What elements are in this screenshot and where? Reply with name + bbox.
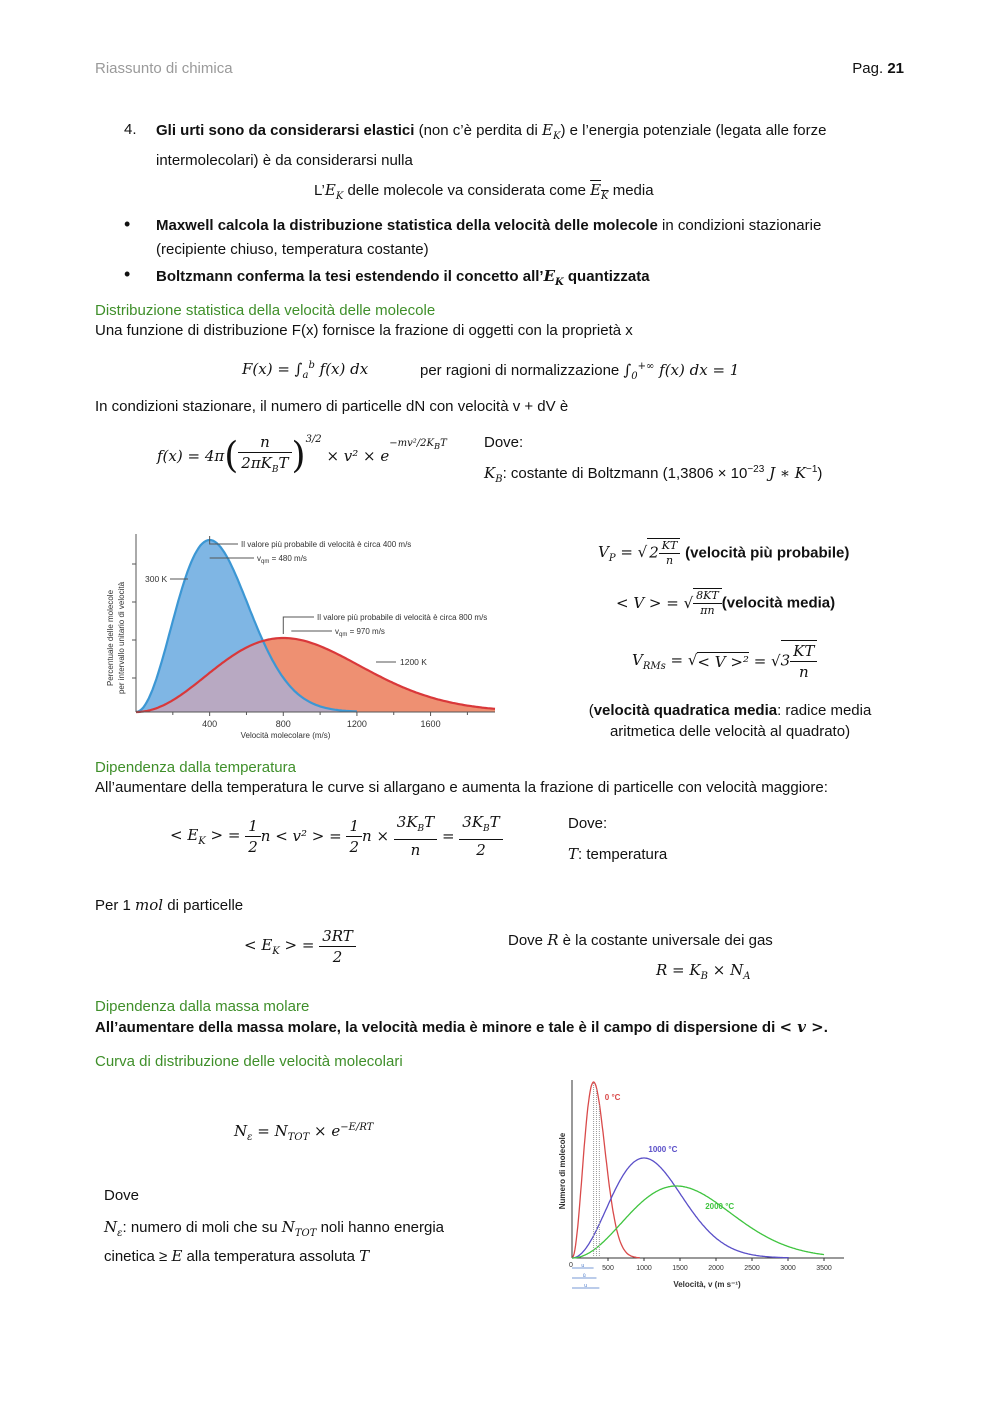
per-1-mol [95,896,243,914]
ann1b-text [257,554,307,565]
r-def-pre: Dove [508,932,548,949]
ann1b-sub: qm [261,559,270,565]
ann2b-text [335,627,385,638]
maxwell-distribution-chart [100,528,520,748]
ann1b-val: = 480 m/s [269,554,307,563]
t-def-text: : temperatura [578,846,668,863]
normalization-formula: $\int_0^{+\infty}$ f(x) dx = 1 [623,361,740,382]
def1-tail: noli hanno energia [316,1219,445,1236]
molar-mass-text-main: All’aumentare della massa molare, la velocità media è minore e tale è il campo di dispersione di [95,1019,780,1036]
per1mol-post: di particelle [163,897,244,914]
def1-post: : numero di moli che su [122,1219,282,1236]
ann2b-sub: qm [339,632,348,638]
formula-F-integral: $F(x) = \int_a^b$ f(x) dx [242,360,369,381]
x-tick-label: 500 [602,1265,614,1272]
r-definition [508,931,773,949]
label-300k: 300 K [145,574,168,584]
vmedia-label: (velocità media) [721,594,836,612]
x-zero: 0 [569,1262,573,1269]
molar-mass-tail: . [823,1019,828,1036]
n-eps-symbol: $N_\varepsilon$ [104,1218,123,1239]
series-label-1: 1000 °C [648,1145,678,1154]
marker-label-2: u [584,1283,588,1289]
kb-definition [484,464,822,485]
bullet-boltzmann-bold: Boltzmann conferma la tesi estendendo il concetto all’ [156,268,544,285]
formula-vp: $V_P$ = √ 2 $\frac{KT}{n}$ (velocità più probabile) [598,539,850,567]
ann2b-val: = 970 m/s [347,627,385,636]
curve-series-0 [572,1082,640,1258]
x-tick-label: 1500 [672,1265,688,1272]
v-mean-symbol: < v > [779,1018,824,1036]
ek-mean-mid: delle molecole va considerata come [343,182,591,199]
x-tick-label: 400 [202,719,218,729]
def2: cinetica ≥ [104,1248,172,1265]
item4-line2: intermolecolari) è da considerarsi nulla [156,152,413,169]
stationary-text: In condizioni stazionare, il numero di particelle dN con velocità v + dV è [95,398,569,415]
marker-label-1: ū [582,1273,586,1279]
ek-symbol: $E_K$ [542,121,561,142]
item4-rest1: (non c’è perdita di [414,122,542,139]
series-label-2: 2000 °C [705,1202,735,1211]
y-axis-label-2: per intervallo unitario di velocità [117,581,126,695]
formula-maxwell: f(x) = 4π( $\frac{n}{2\pi K_BT}$ )$^{3/2} \times v^2 \times e^{-mv^2/2K_BT}$ [157,433,447,477]
t-definition [568,845,667,863]
bullet-boltzmann [156,264,650,295]
x-tick-label: 2500 [744,1265,760,1272]
vrms-note-line2: aritmetica delle velocità al quadrato) [609,723,851,740]
t-abs-symbol: T [359,1247,370,1265]
normalization-label: per ragioni di normalizzazione [420,362,620,379]
kb-unit-exp: −1 [806,464,818,475]
bullet-maxwell-bold: Maxwell calcola la distribuzione statistica della velocità delle molecole [156,217,658,234]
t-symbol: T [568,845,579,863]
ek-mean-pre: L’ [314,182,325,199]
x-tick-label: 1600 [420,719,441,729]
bullet-maxwell [156,214,916,262]
ek-mean-post: media [608,182,654,199]
formula-boltzmann: $N_\varepsilon = N_{TOT} \times e^{-E/RT}$ [234,1122,374,1143]
def2-tail: alla temperatura assoluta [182,1248,360,1265]
chart2-plot [558,1080,844,1289]
ann1-text: Il valore più probabile di velocità è circa 400 m/s [241,540,412,549]
page-number [852,60,904,77]
label-1200k: 1200 K [400,657,427,667]
vp-label: (velocità più probabile) [685,544,850,562]
normalization-text [420,361,739,382]
y-axis-label-1: Percentuale delle molecole [106,589,115,687]
kb-unit: J ∗ K [764,464,807,482]
section-title-molar-mass: Dipendenza dalla massa molare [95,998,310,1015]
ek-symbol: $E_K$ [324,181,344,202]
formula-vmedia: < V > = √ $\frac{8KT}{\pi n}$ (velocità media) [616,589,836,617]
per1mol-mol: mol [135,896,164,914]
y-axis-label: Numero di molecole [558,1132,567,1210]
r-def-post: è la costante universale dei gas [558,932,773,949]
page-label: Pag. [852,60,884,77]
x-tick-label: 800 [275,719,291,729]
dove-2: Dove: [568,815,608,832]
ann2-text: Il valore più probabile di velocità è circa 800 m/s [317,613,488,622]
section-title-curve: Curva di distribuzione delle velocità molecolari [95,1053,403,1070]
section-title-distribution: Distribuzione statistica della velocità delle molecole [95,302,436,319]
kb-symbol: $K_B$ [484,464,503,485]
kb-exp: −23 [747,464,765,475]
item-number: 4. [124,121,137,138]
dove-1: Dove: [484,434,524,451]
formula-ek-molar: < $E_K$ > = $\frac{3RT}{2}$ [244,926,356,967]
per1mol-pre: Per 1 [95,897,136,914]
chart1-plot [106,534,495,740]
section-title-temperature: Dipendenza dalla temperatura [95,759,296,776]
vrms-note-rest: : radice media [777,702,872,719]
distribution-intro: Una funzione di distribuzione F(x) fornisce la frazione di oggetti con la proprietà x [95,322,633,339]
n-epsilon-definition [104,1216,504,1268]
bullet-dot: • [124,264,131,284]
molar-mass-text [95,1018,828,1036]
ann2b-v: v [335,627,339,636]
bullet-boltzmann-tail: quantizzata [563,268,650,285]
curve-series-2 [572,1186,824,1258]
temperature-text: All’aumentare della temperatura le curve si allargano e aumenta la frazione di particelle con velocità maggiore: [95,779,828,796]
ntot-symbol: $N_{TOT}$ [281,1218,317,1239]
ek-symbol: $E_K$ [543,267,564,288]
e-symbol: E [171,1247,183,1265]
marker-label-0: u [581,1263,585,1269]
x-tick-label: 3500 [816,1265,832,1272]
page-number-value: 21 [887,60,904,77]
bullet-maxwell-line2: (recipiente chiuso, temperatura costante) [156,241,429,258]
formula-vrms: $V_{RMs}$ = √< V >² = √3 $\frac{KT}{n}$ [632,640,817,682]
bullet-dot: • [124,214,131,234]
vrms-note: (velocità quadratica media: radice media aritmetica delle velocità al quadrato) [588,702,872,740]
velocity-distribution-chart [552,1076,852,1302]
header-title: Riassunto di chimica [95,60,233,77]
formula-r: $R = K_B \times N_A$ [656,961,751,982]
x-tick-label: 1200 [346,719,367,729]
x-axis-label: Velocità, v (m s⁻¹) [673,1280,741,1289]
vrms-note-bold: velocità quadratica media [593,702,778,719]
dove-3: Dove [104,1187,140,1204]
x-axis-label: Velocità molecolare (m/s) [240,731,331,740]
kb-close: ) [817,465,823,482]
item4-rest2: ) e l’energia potenziale (legata alle forze [560,122,827,139]
ann1b-v: v [257,554,261,563]
item4-text [156,118,916,173]
ek-bar-symbol: $E_K$ [590,181,609,202]
formula-ek-mean: < $E_K$ > = $\frac{1}{2}$ n < v² > = $\frac{1}{2}$ n × $\frac{3K_BT}{n}$ = $\frac{3K_BT}{2}$ [170,812,503,860]
kb-text: : costante di Boltzmann (1,3806 × 10 [502,465,748,482]
curve-series-1 [572,1158,789,1258]
ek-mean-line [314,178,654,209]
x-tick-label: 3000 [780,1265,796,1272]
bullet-maxwell-rest: in condizioni stazionarie [657,217,822,234]
x-tick-label: 2000 [708,1265,724,1272]
x-tick-label: 1000 [636,1265,652,1272]
item4-bold: Gli urti sono da considerarsi elastici [156,122,415,139]
r-symbol: R [547,931,559,949]
series-label-0: 0 °C [604,1093,621,1102]
